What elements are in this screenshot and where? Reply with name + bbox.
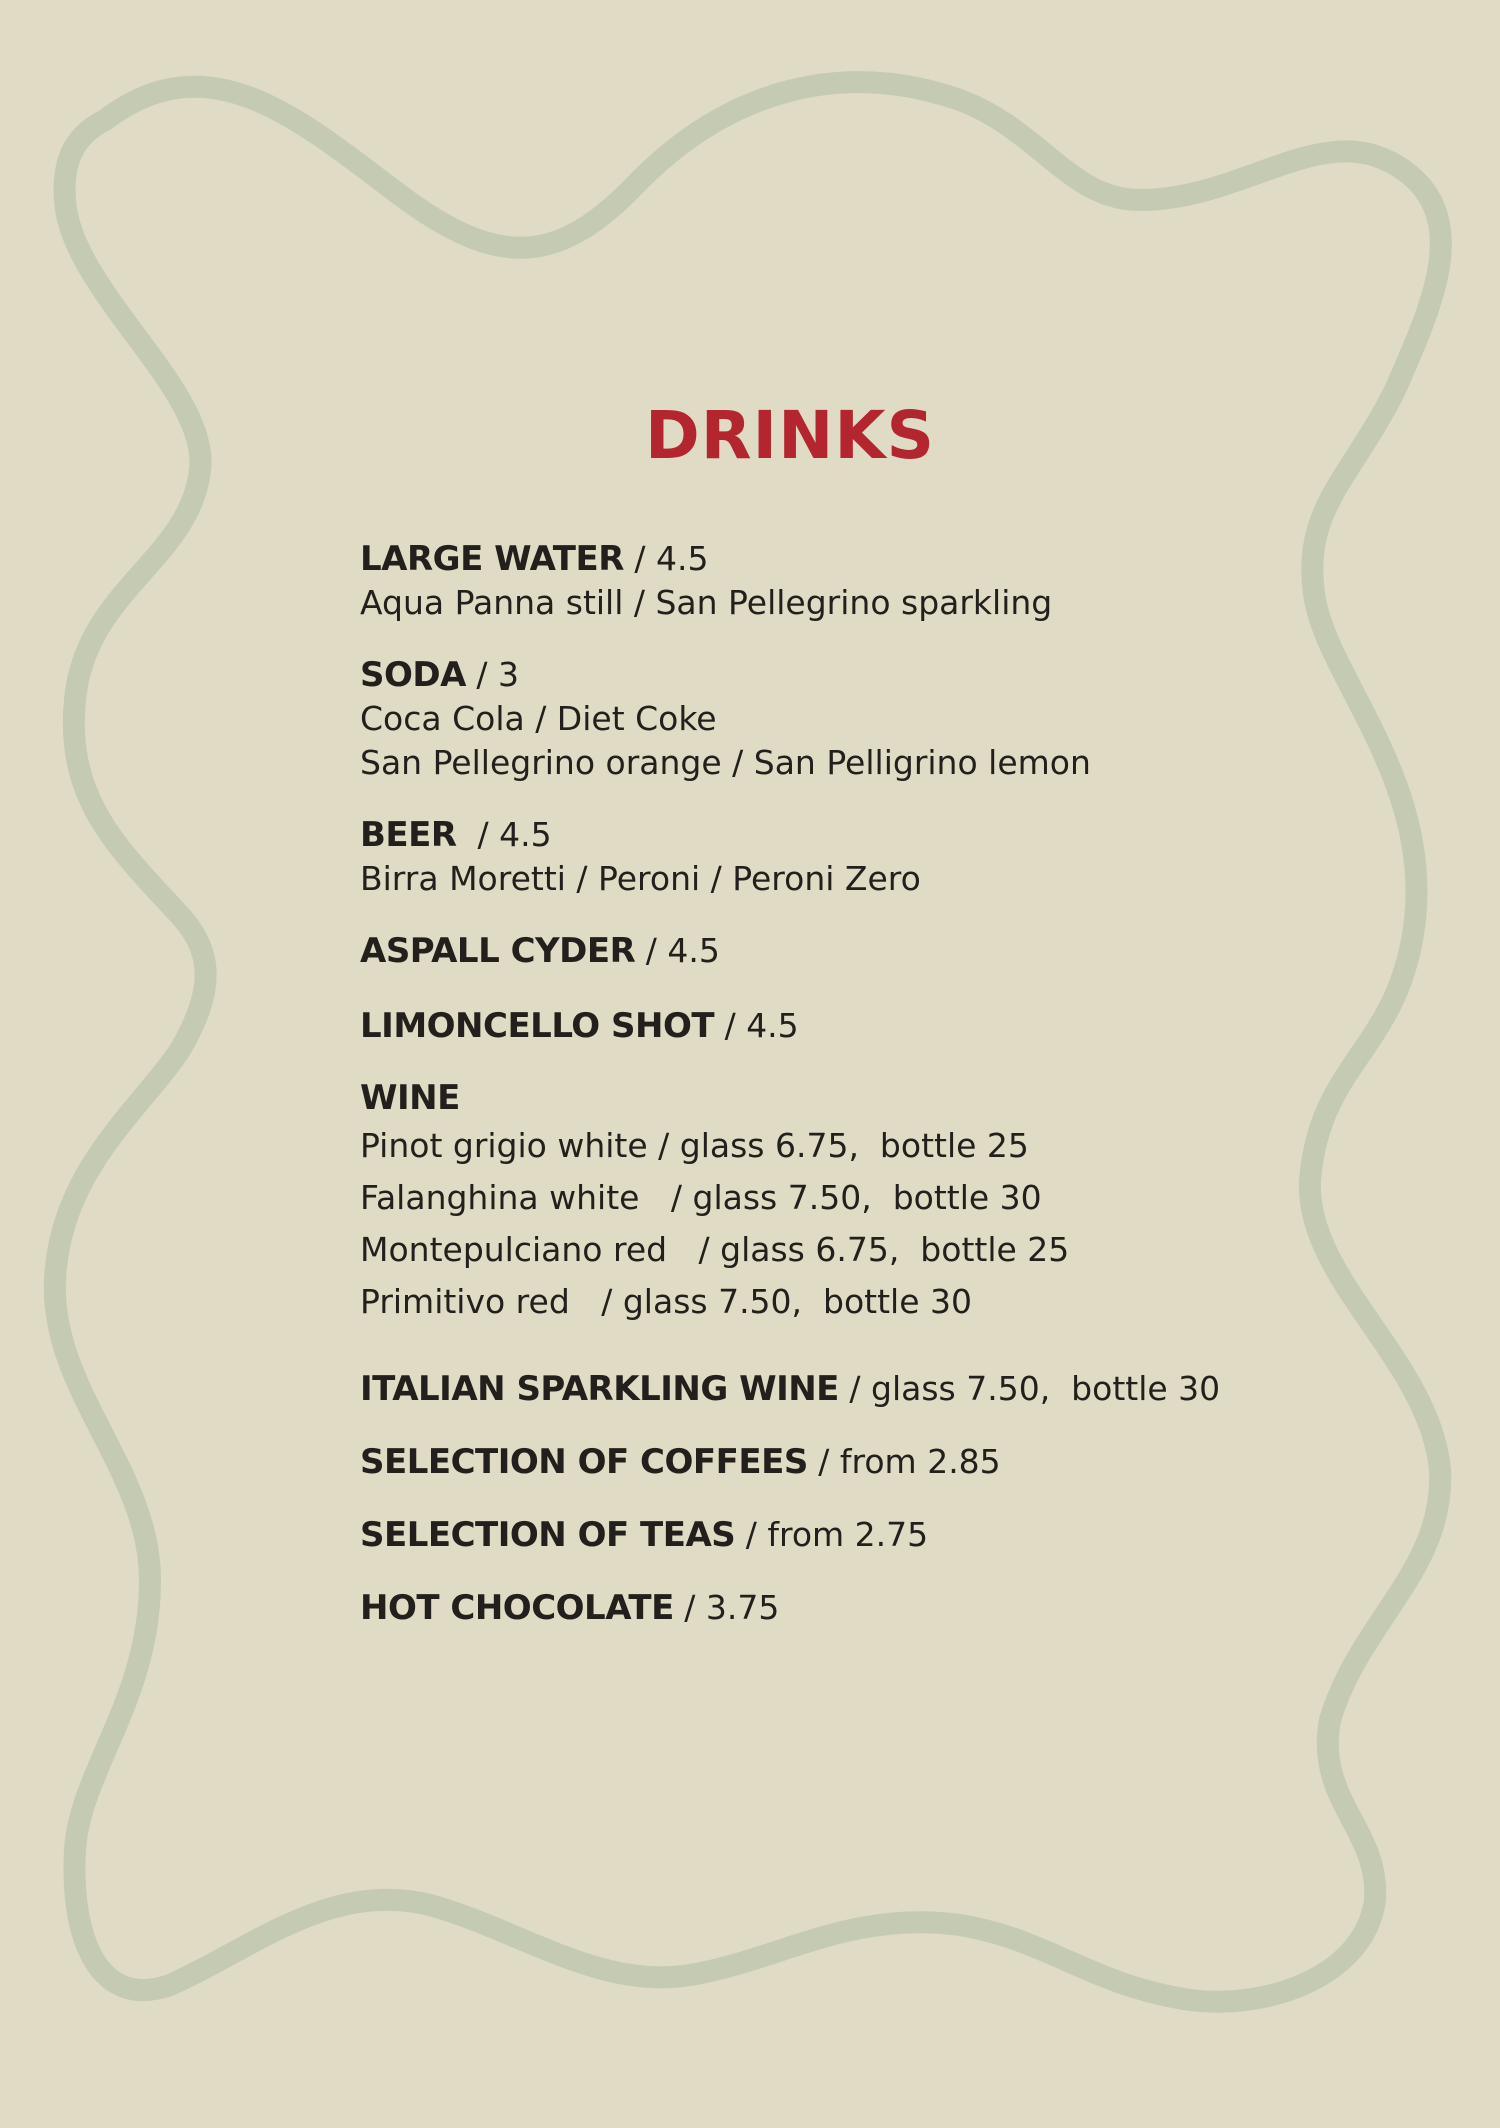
menu-title: DRINKS: [644, 397, 936, 474]
item-options: Birra Moretti / Peroni / Peroni Zero: [360, 859, 921, 898]
wine-option: Falanghina white / glass 7.50, bottle 30: [360, 1178, 1042, 1217]
item-price: / glass 7.50, bottle 30: [838, 1369, 1221, 1408]
item-name: BEER: [360, 815, 457, 855]
menu-item-sparkling-wine: [360, 1367, 1220, 1411]
item-options: Coca Cola / Diet Coke: [360, 699, 717, 738]
menu-item-limoncello: [360, 1004, 799, 1048]
menu-item-heading: [360, 1004, 799, 1048]
menu-item-heading: [360, 1586, 779, 1630]
wine-option: Pinot grigio white / glass 6.75, bottle 25: [360, 1126, 1029, 1165]
item-name: ITALIAN SPARKLING WINE: [360, 1369, 839, 1409]
item-name: SELECTION OF TEAS: [360, 1515, 736, 1555]
menu-item-soda: [360, 653, 1091, 785]
wine-option: Montepulciano red / glass 6.75, bottle 25: [360, 1230, 1070, 1269]
menu-item-heading: [360, 1076, 1069, 1120]
menu-item-heading: [360, 929, 720, 973]
item-price: / 4.5: [623, 539, 709, 578]
menu-item-coffees: [360, 1440, 1001, 1484]
menu-item-heading: [360, 1513, 928, 1557]
item-name: WINE: [360, 1078, 460, 1118]
item-price: / 3.75: [673, 1588, 780, 1627]
menu-item-heading: [360, 1440, 1001, 1484]
item-options: San Pellegrino orange / San Pelligrino lemon: [360, 743, 1091, 782]
menu-item-heading: [360, 1367, 1220, 1411]
item-price: / from 2.75: [735, 1515, 929, 1554]
item-name: ASPALL CYDER: [360, 931, 636, 971]
item-options: Aqua Panna still / San Pellegrino sparkling: [360, 583, 1053, 622]
item-name: LIMONCELLO SHOT: [360, 1006, 715, 1046]
menu-item-teas: [360, 1513, 928, 1557]
item-name: HOT CHOCOLATE: [360, 1588, 674, 1628]
wine-option: Primitivo red / glass 7.50, bottle 30: [360, 1282, 972, 1321]
item-name: LARGE WATER: [360, 539, 624, 579]
menu-item-large-water: [360, 537, 1052, 625]
item-name: SODA: [360, 655, 466, 695]
menu-item-heading: [360, 537, 1052, 581]
menu-body: [360, 0, 1360, 2128]
item-price: / from 2.85: [807, 1442, 1001, 1481]
menu-item-hot-chocolate: [360, 1586, 779, 1630]
item-price: / 4.5: [456, 815, 552, 854]
item-name: SELECTION OF COFFEES: [360, 1442, 808, 1482]
menu-item-heading: [360, 813, 921, 857]
menu-item-beer: [360, 813, 921, 901]
menu-item-heading: [360, 653, 1091, 697]
menu-item-cyder: [360, 929, 720, 973]
menu-item-wine: [360, 1076, 1069, 1328]
item-price: / 3: [465, 655, 520, 694]
item-price: / 4.5: [635, 931, 720, 970]
item-price: / 4.5: [714, 1006, 799, 1045]
